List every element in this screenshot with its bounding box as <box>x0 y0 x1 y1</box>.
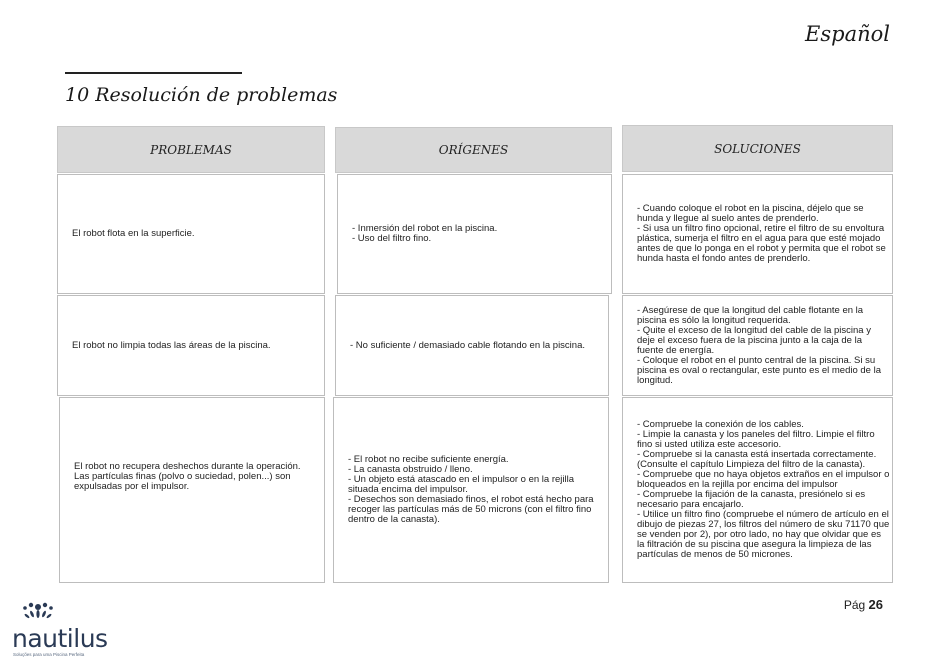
logo-tagline: Soluções para uma Piscina Perfeita <box>13 652 85 657</box>
origin-item: - Un objeto está atascado en el impulsor o en la rejilla situada encima del impulsor. <box>348 474 575 495</box>
header-origins: ORÍGENES <box>335 127 612 173</box>
page-number-value: 26 <box>868 597 883 612</box>
origin-item: - La canasta obstruido / lleno. <box>348 464 473 475</box>
table-row-1-problem <box>57 174 325 294</box>
origin-item: - Uso del filtro fino. <box>352 233 432 244</box>
logo-wordmark: nautilus <box>12 624 108 653</box>
page-number <box>844 597 883 612</box>
origin-item: - No suficiente / demasiado cable flotando en la piscina. <box>350 339 585 351</box>
solution-item: - Coloque el robot en el punto central de la piscina. Si su piscina es oval o rectangular, este punto es el medio de la longitud. <box>637 354 881 386</box>
solution-item: - Quite el exceso de la longitud del cable de la piscina y deje el exceso fuera de la piscina junto a la caja de la fuente de energía. <box>637 324 871 356</box>
section-title: 10 Resolución de problemas <box>65 84 338 106</box>
solution-item: - Limpie la canasta y los paneles del filtro. Limpie el filtro fino si usted utiliza este accesorio. <box>637 429 875 450</box>
solution-item: - Si usa un filtro fino opcional, retire el filtro de su envoltura plástica, sumerja el filtro en el agua para que esté mojado antes de que lo ponga en el robot y permita que el robot se hunda hasta el fondo antes de prenderlo. <box>637 223 886 264</box>
language-label: Español <box>805 22 890 46</box>
solution-item: - Utilice un filtro fino (compruebe el número de artículo en el dibujo de piezas 27, los filtros del número de sku 71170 que se venden por 2), por otro lado, no hay que olvidar que es la filtración de su piscina que asegura la limpieza de las partículas de menos de 50 micrones. <box>637 509 890 560</box>
page-label: Pág <box>843 598 866 612</box>
table-row-2-problem <box>57 295 325 396</box>
section-rule <box>65 72 242 74</box>
solution-item: - Compruebe la conexión de los cables. <box>637 419 804 430</box>
table-row-2-origins <box>335 295 609 396</box>
header-solutions: SOLUCIONES <box>622 125 893 172</box>
solution-item: - Compruebe la fijación de la canasta, presiónelo si es necesario para encajarlo. <box>637 489 866 510</box>
solution-item: - Cuando coloque el robot en la piscina, déjelo que se hunda y llegue al suelo antes de prenderlo. <box>637 203 864 224</box>
table-row-1-origins <box>337 174 612 294</box>
table-row-3-origins <box>333 397 609 583</box>
table-row-3-problem <box>59 397 325 583</box>
header-problems: PROBLEMAS <box>57 126 325 173</box>
problem-text: El robot flota en la superficie. <box>72 228 195 239</box>
solution-item: - Compruebe que no haya objetos extraños en el impulsor o bloqueados en la rejilla por encima del impulsor <box>637 469 890 490</box>
table-row-1-solutions <box>622 174 893 294</box>
problem-text: El robot no recupera deshechos durante la operación. Las partículas finas (polvo o suciedad, polen...) son expulsadas por el impulsor. <box>74 461 301 492</box>
table-row-3-solutions <box>622 397 893 583</box>
problem-text: El robot no limpia todas las áreas de la piscina. <box>72 339 271 351</box>
origin-item: - El robot no recibe suficiente energía. <box>348 454 509 465</box>
solution-item: - Compruebe si la canasta está insertada correctamente. (Consulte el capítulo Limpieza del filtro de la canasta). <box>637 449 877 470</box>
solution-item: - Asegúrese de que la longitud del cable flotante en la piscina es sólo la longitud requerida. <box>637 304 864 326</box>
origin-item: - Desechos son demasiado finos, el robot está hecho para recoger las partículas más de 50 microns (con el filtro fino dentro de la canasta). <box>348 494 594 525</box>
origin-item: - Inmersión del robot en la piscina. <box>352 223 498 234</box>
table-row-2-solutions <box>622 295 893 396</box>
